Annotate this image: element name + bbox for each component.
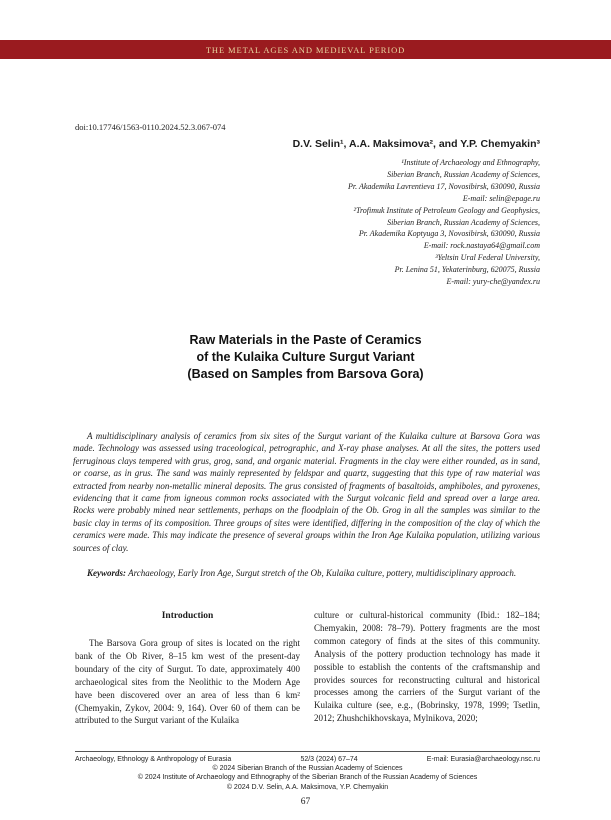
issue-info: 52/3 (2024) 67–74 [300,756,358,763]
copyright-line: © 2024 Institute of Archaeology and Ethnography of the Siberian Branch of the Russian Academy of Sciences [137,774,478,782]
affiliation-line: Pr. Akademika Lavrentieva 17, Novosibirsk, 630090, Russia [348,181,540,191]
affiliation-line: E-mail: rock.nastaya64@gmail.com [423,241,540,251]
keywords-text: Archaeology, Early Iron Age, Surgut stretch of the Ob, Kulaika culture, pottery, multidisciplinary approach. [126,568,517,578]
affiliation-line: ²Trofimuk Institute of Petroleum Geology and Geophysics, [353,205,540,215]
affiliation-line: E-mail: yury-che@yandex.ru [446,277,540,287]
abstract-paragraph: A multidisciplinary analysis of ceramics from six sites of the Surgut variant of the Kulaika culture at Barsova Gora was made. Technology was assessed using traceological, petrographic, and X-ray phase analyses. At all the sites, the potters used ferruginous clays tempered with grus, grog, sand, and organic material. Fragments in the clay were either rounded, as in sand, or coarse, as in grus. The sand was mainly represented by feldspar and quartz, suggesting that this type of raw material was extracted from nearby non-metallic mineral deposits. The grus consisted of fragments of basaltoids, amphiboles, and pyroxenes, evidencing that it came from igneous common rocks associated with the Surgut volcanic field and spread over a large area. Rocks were probably mined near settlements, perhaps on the floodplain of the Ob. Grog in all the samples was similar to the basic clay in terms of its composition. Three groups of sites were identified, differing in the composition of the clay of which the ceramics were made. This may indicate the presence of several groups within the Iron Age Kulaika population, utilizing various sources of clay. [73,431,540,553]
section-heading-introduction: Introduction [161,611,214,621]
affiliation-line: Siberian Branch, Russian Academy of Sciences, [387,217,540,227]
body-paragraph: culture or cultural-historical community (Ibid.: 182–184; Chemyakin, 2008: 78–79). Pottery fragments are the most common category of finds at the sites of this community. Analysis of the pottery production technology has made it possible to establish the contents of the craftsmanship and provides sources for reconstructing cultural and historical processes among the carriers of the Surgut variant of the Kulaika culture (see, e.g., (Bobrinsky, 1978, 1999; Tsetlin, 2012; Zhushchikhovskaya, Mylnikova, 2020; [314,610,540,724]
title-line: Raw Materials in the Paste of Ceramics [189,333,422,347]
body-paragraph: The Barsova Gora group of sites is located on the right bank of the Ob River, 8–15 km west of the present-day boundary of the city of Surgut. To date, approximately 400 archaeological sites from the Neolithic to the Modern Age have been discovered over an area of less than 6 km² (Chemyakin, Zykov, 2004: 9, 164). Over 60 of them can be attributed to the Surgut variant of the Kulaika [75,638,300,726]
keywords-paragraph [73,567,540,579]
doi-text: doi:10.17746/1563-0110.2024.52.3.067-074 [75,122,226,132]
title-line: of the Kulaika Culture Surgut Variant [196,350,415,364]
footer-line [75,755,540,764]
article-title [40,332,571,383]
column-left [75,637,300,727]
contact-email: E-mail: Eurasia@archaeology.nsc.ru [426,756,540,763]
footer [75,751,540,792]
affiliation-line: Pr. Lenina 51, Yekaterinburg, 620075, Russia [394,265,540,275]
copyright-line: © 2024 D.V. Selin, A.A. Maksimova, Y.P. Chemyakin [226,783,389,791]
affiliation-line: ³Yeltsin Ural Federal University, [435,253,540,263]
affiliation-line: Pr. Akademika Koptyuga 3, Novosibirsk, 630090, Russia [358,229,540,239]
affiliation-line: Siberian Branch, Russian Academy of Sciences, [387,169,540,179]
page-number: 67 [300,797,311,807]
affiliation-line: E-mail: selin@epage.ru [462,193,540,203]
journal-name: Archaeology, Ethnology & Anthropology of Eurasia [75,756,232,763]
copyright-line: © 2024 Siberian Branch of the Russian Academy of Sciences [212,765,403,773]
keywords-label: Keywords: [87,568,126,578]
title-line: (Based on Samples from Barsova Gora) [187,367,424,381]
affiliation-line: ¹Institute of Archaeology and Ethnography, [401,158,540,167]
banner-title: THE METAL AGES AND MEDIEVAL PERIOD [205,44,406,55]
section-banner [0,40,611,59]
affiliations [75,157,540,288]
authors-line: D.V. Selin¹, A.A. Maksimova², and Y.P. Chemyakin³ [292,138,540,150]
column-right [314,609,540,725]
